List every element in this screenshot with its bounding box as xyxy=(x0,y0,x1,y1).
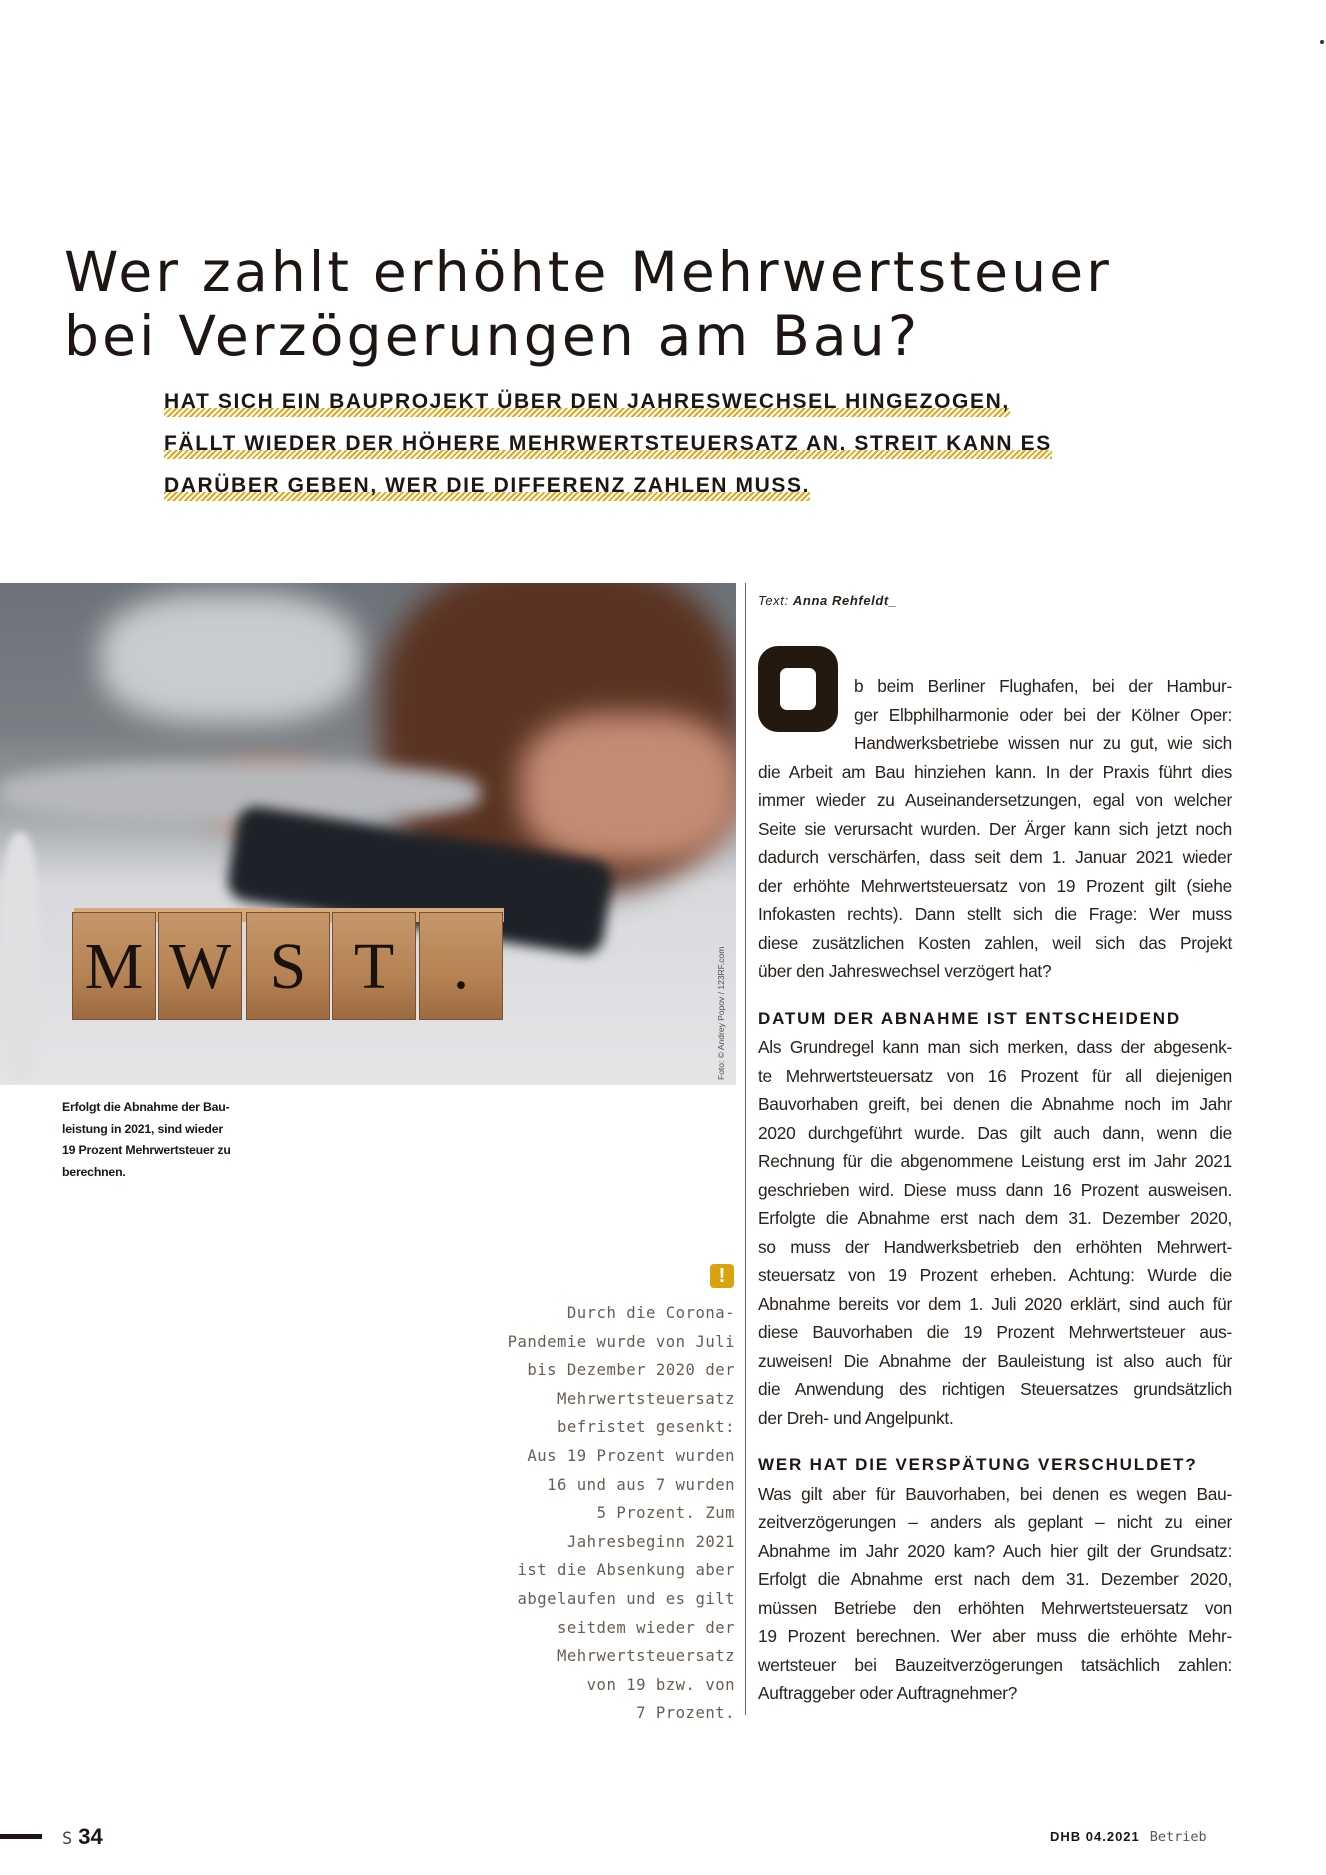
info-line: 16 und aus 7 wurden xyxy=(547,1475,735,1494)
body-line: Was gilt aber für Bauvorhaben, bei denen es wegen Bau- xyxy=(758,1483,1232,1504)
letter-block: W xyxy=(158,912,242,1020)
info-line: bis Dezember 2020 der xyxy=(527,1361,735,1380)
byline-prefix: Text: xyxy=(758,593,789,608)
caption-line: 19 Prozent Mehrwertsteuer zu xyxy=(62,1143,231,1157)
section-label: Betrieb xyxy=(1149,1829,1207,1845)
body-line: Bauvorhaben greift, bei denen die Abnahme noch im Jahr xyxy=(758,1094,1232,1114)
letter-block: . xyxy=(419,912,503,1020)
page-number-value: 34 xyxy=(78,1824,103,1849)
body-line: Auftraggeber oder Auftragnehmer? xyxy=(758,1683,1018,1703)
body-line: geschrieben wird. Diese muss dann 16 Prozent ausweisen. xyxy=(758,1179,1232,1200)
info-box xyxy=(440,1299,735,1728)
body-line: immer wieder zu Auseinandersetzungen, egal von welcher xyxy=(758,790,1232,810)
body-line: der Dreh- und Angelpunkt. xyxy=(758,1407,954,1428)
body-line: b beim Berliner Flughafen, bei der Hambur- xyxy=(854,676,1232,696)
article-title xyxy=(64,240,1112,368)
column-divider xyxy=(745,583,746,1715)
lead-line: DARÜBER GEBEN, WER DIE DIFFERENZ ZAHLEN MUSS. xyxy=(164,474,810,501)
body-line: ger Elbphilharmonie oder bei der Kölner Oper: xyxy=(854,704,1232,725)
byline xyxy=(758,593,897,608)
page-number xyxy=(62,1824,103,1850)
info-line: Mehrwertsteuersatz xyxy=(557,1389,735,1408)
byline-author: Anna Rehfeldt_ xyxy=(792,593,897,608)
caption-line: Erfolgt die Abnahme der Bau- xyxy=(62,1100,230,1114)
body-line: Erfolgt die Abnahme erst nach dem 31. Dezember 2020, xyxy=(758,1569,1232,1589)
body-line: zeitverzögerungen – anders als geplant – nicht zu einer xyxy=(758,1512,1232,1532)
info-line: ist die Absenkung aber xyxy=(517,1561,735,1580)
corner-mark xyxy=(1320,40,1324,44)
body-line: diese zusätzlichen Kosten zahlen, weil sich das Projekt xyxy=(758,932,1232,953)
body-line: Als Grundregel kann man sich merken, dass der abgesenk- xyxy=(758,1037,1232,1057)
photo-credit: Foto: © Andrey Popov / 123RF.com xyxy=(716,946,726,1080)
body-line: so muss der Handwerksbetrieb den erhöhten Mehrwert- xyxy=(758,1236,1232,1257)
body-line: die Anwendung des richtigen Steuersatzes grundsätzlich xyxy=(758,1379,1232,1399)
letter-block: S xyxy=(246,912,330,1020)
info-line: Aus 19 Prozent wurden xyxy=(527,1446,735,1465)
info-line: befristet gesenkt: xyxy=(557,1418,735,1437)
issue-label: DHB 04.2021 xyxy=(1050,1829,1140,1844)
body-line: Rechnung für die abgenommene Leistung erst im Jahr 2021 xyxy=(758,1151,1232,1171)
photo-caption xyxy=(62,1097,231,1183)
article-body xyxy=(758,672,1232,1708)
body-line: Seite sie verursacht wurden. Der Ärger kann sich jetzt noch xyxy=(758,818,1232,839)
info-line: Durch die Corona- xyxy=(566,1304,735,1322)
body-line: zuweisen! Die Abnahme der Bauleistung ist also auch für xyxy=(758,1350,1232,1371)
info-line: Jahresbeginn 2021 xyxy=(566,1532,735,1551)
body-line: Abnahme bereits vor dem 1. Juli 2020 erklärt, sind auch für xyxy=(758,1293,1232,1314)
info-line: abgelaufen und es gilt xyxy=(517,1589,735,1608)
body-line: über den Jahreswechsel verzögert hat? xyxy=(758,961,1052,981)
lead-line: HAT SICH EIN BAUPROJEKT ÜBER DEN JAHRESWECHSEL HINGEZOGEN, xyxy=(164,390,1010,417)
body-line: steuersatz von 19 Prozent erheben. Achtung: Wurde die xyxy=(758,1265,1232,1285)
section-heading: WER HAT DIE VERSPÄTUNG VERSCHULDET? xyxy=(758,1455,1198,1474)
caption-line: leistung in 2021, sind wieder xyxy=(62,1121,223,1136)
info-line: 5 Prozent. Zum xyxy=(596,1504,735,1523)
info-line: 7 Prozent. xyxy=(636,1704,735,1723)
body-line: 2020 durchgeführt wurde. Das gilt auch dann, wenn die xyxy=(758,1122,1232,1143)
body-line: te Mehrwertsteuersatz von 16 Prozent für all diejenigen xyxy=(758,1065,1232,1086)
body-line: der erhöhte Mehrwertsteuersatz von 19 Prozent gilt (siehe xyxy=(758,875,1232,896)
lead-line: FÄLLT WIEDER DER HÖHERE MEHRWERTSTEUERSATZ AN. STREIT KANN ES xyxy=(164,432,1052,459)
footer-issue xyxy=(1050,1829,1207,1845)
title-line: Wer zahlt erhöhte Mehrwertsteuer xyxy=(64,240,1113,304)
title-line: bei Verzögerungen am Bau? xyxy=(64,304,921,368)
body-line: Infokasten rechts). Dann stellt sich die Frage: Wer muss xyxy=(758,904,1232,924)
info-line: seitdem wieder der xyxy=(557,1618,735,1637)
body-line: diese Bauvorhaben die 19 Prozent Mehrwertsteuer aus- xyxy=(758,1322,1232,1342)
article-lead xyxy=(164,390,1052,516)
caption-line: berechnen. xyxy=(62,1164,126,1179)
body-line: Abnahme im Jahr 2020 kam? Auch hier gilt der Grundsatz: xyxy=(758,1540,1232,1561)
body-line: die Arbeit am Bau hinziehen kann. In der Praxis führt dies xyxy=(758,761,1232,782)
letter-block: T xyxy=(332,912,416,1020)
info-line: Pandemie wurde von Juli xyxy=(507,1332,735,1351)
body-line: dadurch verschärfen, dass seit dem 1. Januar 2021 wieder xyxy=(758,847,1232,867)
letter-block: M xyxy=(72,912,156,1020)
info-line: von 19 bzw. von xyxy=(586,1675,735,1694)
section-heading: DATUM DER ABNAHME IST ENTSCHEIDEND xyxy=(758,1008,1181,1028)
body-line: 19 Prozent berechnen. Wer aber muss die erhöhte Mehr- xyxy=(758,1626,1232,1646)
body-line: Erfolgte die Abnahme erst nach dem 31. Dezember 2020, xyxy=(758,1208,1232,1228)
info-line: Mehrwertsteuersatz xyxy=(557,1647,735,1666)
exclamation-icon: ! xyxy=(710,1264,734,1288)
footer-bar xyxy=(0,1834,42,1839)
body-line: müssen Betriebe den erhöhten Mehrwertsteuersatz von xyxy=(758,1597,1232,1618)
body-line: Handwerksbetriebe wissen nur zu gut, wie sich xyxy=(854,733,1232,753)
page-prefix: S xyxy=(62,1829,73,1849)
body-line: wertsteuer bei Bauzeitverzögerungen tatsächlich zahlen: xyxy=(758,1654,1232,1675)
